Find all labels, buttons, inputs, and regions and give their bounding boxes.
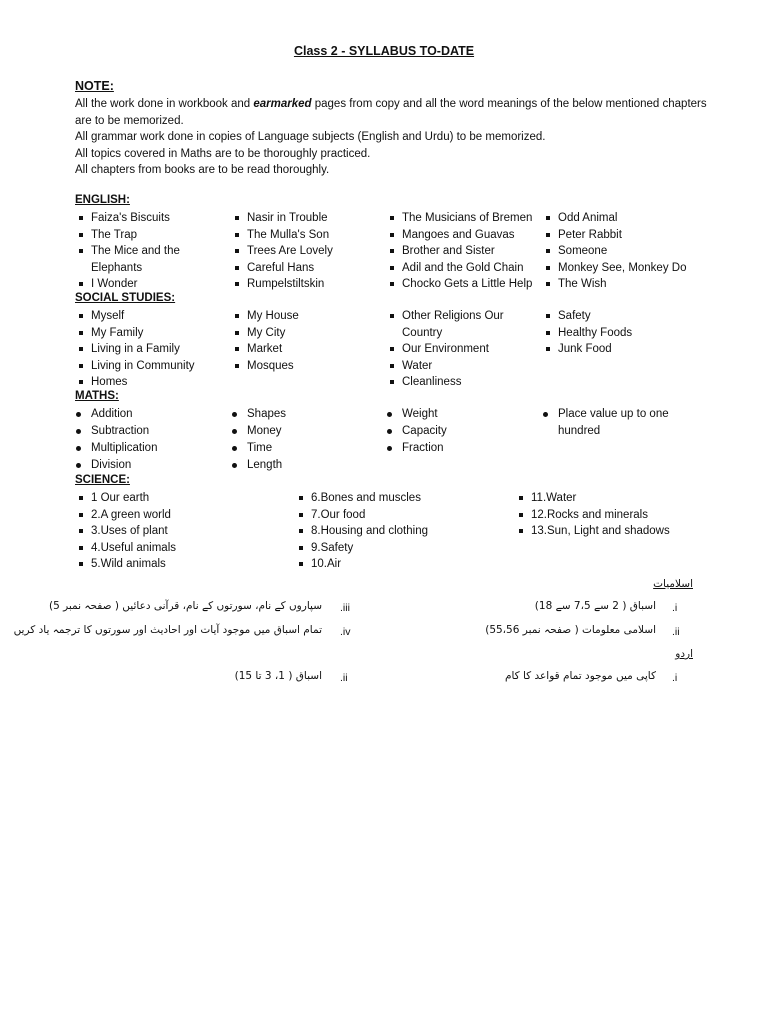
list-item: Money <box>231 423 376 440</box>
list-item: Our Environment <box>386 341 526 358</box>
english-col-1 <box>75 210 220 293</box>
list-item: Peter Rabbit <box>542 227 712 244</box>
list-item: Someone <box>542 243 712 260</box>
social-col-3 <box>386 308 526 391</box>
english-heading: ENGLISH: <box>75 194 130 206</box>
science-col-1 <box>75 490 285 573</box>
urdu-num-i: .i <box>672 672 678 684</box>
note-line-1-pre: All the work done in workbook and <box>75 98 254 110</box>
list-item: Division <box>75 457 225 474</box>
islamiyat-item-iv: تمام اسباق میں موجود آیات اور احادیث اور سورتوں کا ترجمہ یاد کریں <box>13 624 322 636</box>
social-studies-heading: SOCIAL STUDIES: <box>75 292 176 304</box>
list-item: Rumpelstiltskin <box>231 276 381 293</box>
list-item: 8.Housing and clothing <box>295 523 505 540</box>
islamiyat-heading: اسلامیات <box>653 578 693 590</box>
list-item: Odd Animal <box>542 210 712 227</box>
list-item: Safety <box>542 308 692 325</box>
list-item: Time <box>231 440 376 457</box>
list-item: Faiza's Biscuits <box>75 210 220 227</box>
science-heading: SCIENCE: <box>75 474 130 486</box>
list-item: 4.Useful animals <box>75 540 285 557</box>
islamiyat-num-iv: .iv <box>340 626 351 638</box>
science-col-2 <box>295 490 505 573</box>
list-item: Monkey See, Monkey Do <box>542 260 712 277</box>
note-heading: NOTE: <box>75 79 114 93</box>
list-item: Capacity <box>386 423 531 440</box>
list-item: Myself <box>75 308 225 325</box>
list-item: My City <box>231 325 376 342</box>
english-col-2 <box>231 210 381 293</box>
list-item: Trees Are Lovely <box>231 243 381 260</box>
list-item: Adil and the Gold Chain <box>386 260 541 277</box>
note-line-2: All grammar work done in copies of Language subjects (English and Urdu) to be memorized. <box>75 131 546 143</box>
urdu-item-ii: اسباق ( 1، 3 تا 15) <box>234 670 322 682</box>
maths-heading: MATHS: <box>75 390 119 402</box>
list-item: Chocko Gets a Little Help <box>386 276 541 293</box>
list-item: Nasir in Trouble <box>231 210 381 227</box>
english-col-3 <box>386 210 541 293</box>
urdu-item-i: کاپی میں موجود تمام قواعد کا کام <box>504 670 656 682</box>
list-item: 3.Uses of plant <box>75 523 285 540</box>
list-item: Cleanliness <box>386 374 526 391</box>
list-item: 2.A green world <box>75 507 285 524</box>
list-item: Water <box>386 358 526 375</box>
list-item: Multiplication <box>75 440 225 457</box>
list-item: Fraction <box>386 440 531 457</box>
list-item: Other Religions Our Country <box>386 308 526 341</box>
science-col-3 <box>515 490 715 540</box>
list-item: Healthy Foods <box>542 325 692 342</box>
social-col-2 <box>231 308 376 374</box>
maths-col-4 <box>542 406 687 440</box>
list-item: Careful Hans <box>231 260 381 277</box>
list-item: I Wonder <box>75 276 220 293</box>
list-item: 13.Sun, Light and shadows <box>515 523 715 540</box>
list-item: 1 Our earth <box>75 490 285 507</box>
list-item: 6.Bones and muscles <box>295 490 505 507</box>
list-item: 11.Water <box>515 490 715 507</box>
list-item: The Musicians of Bremen <box>386 210 541 227</box>
list-item: The Wish <box>542 276 712 293</box>
list-item: Shapes <box>231 406 376 423</box>
list-item: 5.Wild animals <box>75 556 285 573</box>
list-item: The Mulla's Son <box>231 227 381 244</box>
islamiyat-item-ii: اسلامی معلومات ( صفحہ نمبر 55،56) <box>485 624 656 636</box>
list-item: 7.Our food <box>295 507 505 524</box>
list-item: Length <box>231 457 376 474</box>
list-item: 12.Rocks and minerals <box>515 507 715 524</box>
note-line-1 <box>75 96 715 129</box>
english-col-4 <box>542 210 712 293</box>
list-item: Mosques <box>231 358 376 375</box>
urdu-num-ii: .ii <box>340 672 348 684</box>
list-item: 9.Safety <box>295 540 505 557</box>
note-line-1-post: pages from copy and all the word meanings of the below mentioned chapters are to be memorized. <box>75 98 707 127</box>
list-item: My House <box>231 308 376 325</box>
list-item: Place value up to one hundred <box>542 406 687 440</box>
page-title: Class 2 - SYLLABUS TO-DATE <box>293 44 475 58</box>
list-item: Living in a Family <box>75 341 225 358</box>
list-item: Subtraction <box>75 423 225 440</box>
note-line-1-em: earmarked <box>253 98 312 110</box>
list-item: Mangoes and Guavas <box>386 227 541 244</box>
list-item: Brother and Sister <box>386 243 541 260</box>
list-item: The Mice and the Elephants <box>75 243 220 276</box>
social-col-4 <box>542 308 692 358</box>
islamiyat-num-i: .i <box>672 602 678 614</box>
list-item: Living in Community <box>75 358 225 375</box>
social-col-1 <box>75 308 225 391</box>
maths-col-1 <box>75 406 225 474</box>
list-item: Addition <box>75 406 225 423</box>
islamiyat-num-ii: .ii <box>672 626 680 638</box>
note-line-4: All chapters from books are to be read thoroughly. <box>75 164 330 176</box>
list-item: Market <box>231 341 376 358</box>
urdu-heading: اردو <box>675 648 693 660</box>
list-item: Homes <box>75 374 225 391</box>
list-item: Junk Food <box>542 341 692 358</box>
list-item: Weight <box>386 406 531 423</box>
list-item: 10.Air <box>295 556 505 573</box>
list-item: My Family <box>75 325 225 342</box>
note-line-3: All topics covered in Maths are to be thoroughly practiced. <box>75 148 371 160</box>
list-item: The Trap <box>75 227 220 244</box>
maths-col-3 <box>386 406 531 457</box>
islamiyat-num-iii: .iii <box>340 602 350 614</box>
islamiyat-item-iii: سپاروں کے نام، سورتوں کے نام، قرآنی دعائیں ( صفحہ نمبر 5) <box>48 600 322 612</box>
islamiyat-item-i: اسباق ( 2 سے 7،5 سے 18) <box>534 600 656 612</box>
maths-col-2 <box>231 406 376 474</box>
